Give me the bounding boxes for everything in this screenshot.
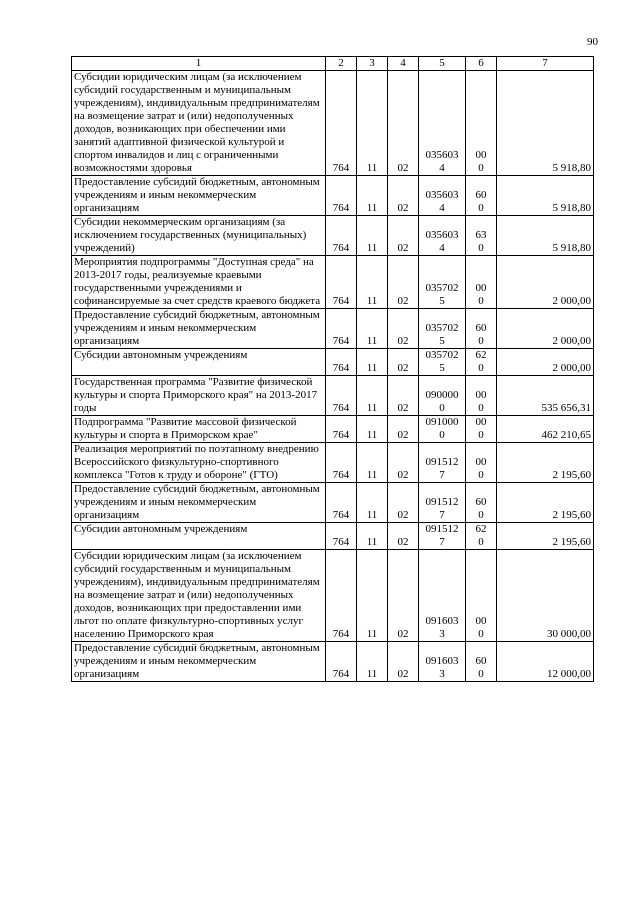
section-cell: 11: [357, 443, 388, 483]
item-name-cell: Предоставление субсидий бюджетным, автономным учреждениям и иным некоммерческим организациям: [72, 309, 326, 349]
subsection-cell: 02: [388, 256, 419, 309]
subsection-cell: 02: [388, 642, 419, 682]
code-cell: 764: [326, 443, 357, 483]
target-article-cell: 091512 7: [419, 483, 466, 523]
table-row: [72, 216, 594, 256]
item-name-cell: Реализация мероприятий по поэтапному внедрению Всероссийского физкультурно-спортивного комплекса "Готов к труду и обороне" (ГТО): [72, 443, 326, 483]
table-row: [72, 523, 594, 550]
item-name-cell: Предоставление субсидий бюджетным, автономным учреждениям и иным некоммерческим организациям: [72, 642, 326, 682]
table-row: [72, 642, 594, 682]
code-cell: 764: [326, 309, 357, 349]
amount-cell: 5 918,80: [497, 176, 594, 216]
section-cell: 11: [357, 256, 388, 309]
column-header: 2: [326, 57, 357, 71]
code-cell: 764: [326, 376, 357, 416]
expense-type-cell: 00 0: [466, 443, 497, 483]
amount-cell: 2 000,00: [497, 256, 594, 309]
target-article-cell: 090000 0: [419, 376, 466, 416]
amount-cell: 462 210,65: [497, 416, 594, 443]
section-cell: 11: [357, 176, 388, 216]
item-name-cell: Государственная программа "Развитие физической культуры и спорта Приморского края" на 2013-2017 годы: [72, 376, 326, 416]
item-name-cell: Субсидии автономным учреждениям: [72, 349, 326, 376]
budget-table: [71, 56, 594, 682]
amount-cell: 5 918,80: [497, 216, 594, 256]
amount-cell: 12 000,00: [497, 642, 594, 682]
code-cell: 764: [326, 642, 357, 682]
target-article-cell: 035603 4: [419, 71, 466, 176]
item-name-cell: Субсидии юридическим лицам (за исключением субсидий государственным и муниципальным учреждениям), индивидуальным предпринимателям на возмещение затрат и (или) недополученных доходов, возникающих при обеспечении ими занятий адаптивной физической культурой и спортом инвалидов и лиц с ограниченными возможностями здоровья: [72, 71, 326, 176]
column-header: 7: [497, 57, 594, 71]
column-header: 6: [466, 57, 497, 71]
subsection-cell: 02: [388, 376, 419, 416]
amount-cell: 2 195,60: [497, 523, 594, 550]
code-cell: 764: [326, 71, 357, 176]
table-header-row: [72, 57, 594, 71]
table-row: [72, 416, 594, 443]
expense-type-cell: 60 0: [466, 176, 497, 216]
expense-type-cell: 00 0: [466, 71, 497, 176]
target-article-cell: 035702 5: [419, 349, 466, 376]
expense-type-cell: 00 0: [466, 376, 497, 416]
section-cell: 11: [357, 642, 388, 682]
item-name-cell: Предоставление субсидий бюджетным, автономным учреждениям и иным некоммерческим организациям: [72, 176, 326, 216]
section-cell: 11: [357, 309, 388, 349]
section-cell: 11: [357, 71, 388, 176]
section-cell: 11: [357, 550, 388, 642]
subsection-cell: 02: [388, 523, 419, 550]
subsection-cell: 02: [388, 216, 419, 256]
amount-cell: 2 195,60: [497, 483, 594, 523]
target-article-cell: 035702 5: [419, 309, 466, 349]
expense-type-cell: 62 0: [466, 349, 497, 376]
expense-type-cell: 00 0: [466, 416, 497, 443]
section-cell: 11: [357, 523, 388, 550]
target-article-cell: 091603 3: [419, 550, 466, 642]
subsection-cell: 02: [388, 309, 419, 349]
table-row: [72, 550, 594, 642]
section-cell: 11: [357, 376, 388, 416]
item-name-cell: Субсидии автономным учреждениям: [72, 523, 326, 550]
target-article-cell: 091512 7: [419, 443, 466, 483]
section-cell: 11: [357, 416, 388, 443]
code-cell: 764: [326, 176, 357, 216]
code-cell: 764: [326, 523, 357, 550]
table-row: [72, 176, 594, 216]
expense-type-cell: 00 0: [466, 550, 497, 642]
table-row: [72, 483, 594, 523]
page-number: 90: [587, 36, 598, 48]
code-cell: 764: [326, 216, 357, 256]
amount-cell: 2 195,60: [497, 443, 594, 483]
column-header: 1: [72, 57, 326, 71]
code-cell: 764: [326, 550, 357, 642]
subsection-cell: 02: [388, 443, 419, 483]
target-article-cell: 091000 0: [419, 416, 466, 443]
table-row: [72, 71, 594, 176]
target-article-cell: 035702 5: [419, 256, 466, 309]
code-cell: 764: [326, 416, 357, 443]
code-cell: 764: [326, 349, 357, 376]
subsection-cell: 02: [388, 483, 419, 523]
amount-cell: 30 000,00: [497, 550, 594, 642]
code-cell: 764: [326, 256, 357, 309]
expense-type-cell: 63 0: [466, 216, 497, 256]
subsection-cell: 02: [388, 349, 419, 376]
table-row: [72, 349, 594, 376]
expense-type-cell: 60 0: [466, 642, 497, 682]
section-cell: 11: [357, 216, 388, 256]
subsection-cell: 02: [388, 416, 419, 443]
expense-type-cell: 60 0: [466, 483, 497, 523]
table-row: [72, 256, 594, 309]
target-article-cell: 091512 7: [419, 523, 466, 550]
item-name-cell: Подпрограмма "Развитие массовой физической культуры и спорта в Приморском крае": [72, 416, 326, 443]
expense-type-cell: 62 0: [466, 523, 497, 550]
code-cell: 764: [326, 483, 357, 523]
section-cell: 11: [357, 483, 388, 523]
expense-type-cell: 60 0: [466, 309, 497, 349]
target-article-cell: 035603 4: [419, 216, 466, 256]
item-name-cell: Мероприятия подпрограммы "Доступная среда" на 2013-2017 годы, реализуемые краевыми государственными учреждениями и софинансируемые за счет средств краевого бюджета: [72, 256, 326, 309]
table-row: [72, 443, 594, 483]
subsection-cell: 02: [388, 176, 419, 216]
target-article-cell: 091603 3: [419, 642, 466, 682]
amount-cell: 2 000,00: [497, 309, 594, 349]
item-name-cell: Предоставление субсидий бюджетным, автономным учреждениям и иным некоммерческим организациям: [72, 483, 326, 523]
expense-type-cell: 00 0: [466, 256, 497, 309]
amount-cell: 535 656,31: [497, 376, 594, 416]
table-row: [72, 376, 594, 416]
subsection-cell: 02: [388, 550, 419, 642]
item-name-cell: Субсидии некоммерческим организациям (за исключением государственных (муниципальных) учреждений): [72, 216, 326, 256]
amount-cell: 2 000,00: [497, 349, 594, 376]
amount-cell: 5 918,80: [497, 71, 594, 176]
item-name-cell: Субсидии юридическим лицам (за исключением субсидий государственным и муниципальным учреждениям), индивидуальным предпринимателям на возмещение затрат и (или) недополученных доходов, возникающих при предоставлении ими льгот по оплате физкультурно-спортивных услуг населению Приморского края: [72, 550, 326, 642]
column-header: 4: [388, 57, 419, 71]
target-article-cell: 035603 4: [419, 176, 466, 216]
column-header: 5: [419, 57, 466, 71]
column-header: 3: [357, 57, 388, 71]
section-cell: 11: [357, 349, 388, 376]
subsection-cell: 02: [388, 71, 419, 176]
table-row: [72, 309, 594, 349]
